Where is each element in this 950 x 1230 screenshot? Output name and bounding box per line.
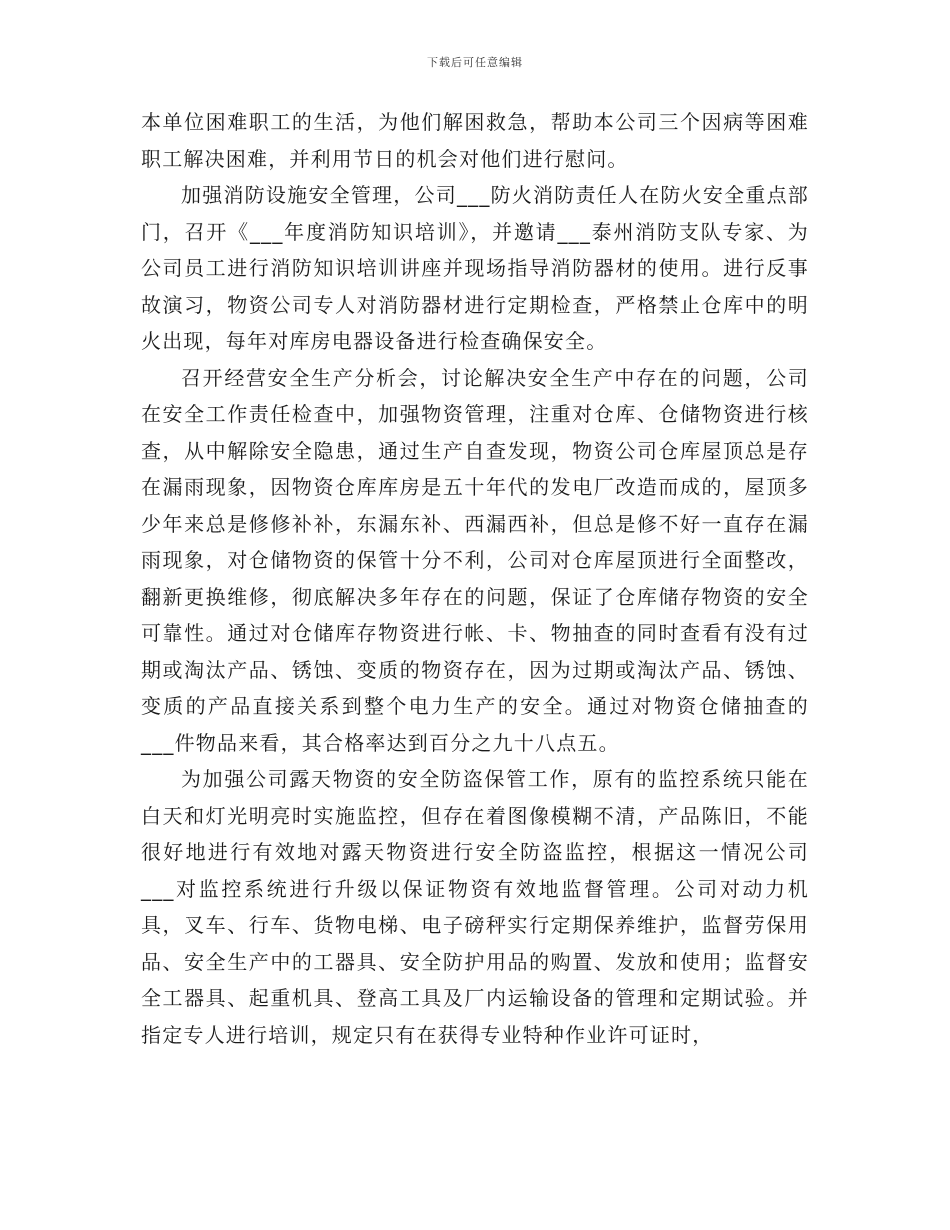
paragraph: 召开经营安全生产分析会，讨论解决安全生产中存在的问题，公司在安全工作责任检查中，加强物资管理，注重对仓库、仓储物资进行核查，从中解除安全隐患，通过生产自查发现，物资公司仓库屋顶总是存在漏雨现象，因物资仓库库房是五十年代的发电厂改造而成的，屋顶多少年来总是修修补补，东漏东补、西漏西补，但总是修不好一直存在漏雨现象，对仓储物资的保管十分不利，公司对仓库屋顶进行全面整改，翻新更换维修，彻底解决多年存在的问题，保证了仓库储存物资的安全可靠性。通过对仓储库存物资进行帐、卡、物抽查的同时查看有没有过期或淘汰产品、锈蚀、变质的物资存在，因为过期或淘汰产品、锈蚀、变质的产品直接关系到整个电力生产的安全。通过对物资仓储抽查的___件物品来看，其合格率达到百分之九十八点五。 (141, 365, 809, 755)
page-header: 下载后可任意编辑 (427, 56, 523, 69)
paragraph: 为加强公司露天物资的安全防盗保管工作，原有的监控系统只能在白天和灯光明亮时实施监控，但存在着图像模糊不清，产品陈旧，不能很好地进行有效地对露天物资进行安全防盗监控，根据这一情况公司___对监控系统进行升级以保证物资有效地监督管理。公司对动力机具，叉车、行车、货物电梯、电子磅秤实行定期保养维护，监督劳保用品、安全生产中的工器具、安全防护用品的购置、发放和使用；监督安全工器具、起重机具、登高工具及厂内运输设备的管理和定期试验。并指定专人进行培训，规定只有在获得专业特种作业许可证时， (141, 767, 809, 1047)
document-body (141, 104, 809, 1053)
paragraph: 本单位困难职工的生活，为他们解困救急，帮助本公司三个因病等困难职工解决困难，并利用节日的机会对他们进行慰问。 (141, 110, 809, 171)
paragraph: 加强消防设施安全管理，公司___防火消防责任人在防火安全重点部门，召开《___年度消防知识培训》，并邀请___泰州消防支队专家、为公司员工进行消防知识培训讲座并现场指导消防器材的使用。进行反事故演习，物资公司专人对消防器材进行定期检查，严格禁止仓库中的明火出现，每年对库房电器设备进行检查确保安全。 (141, 183, 809, 353)
